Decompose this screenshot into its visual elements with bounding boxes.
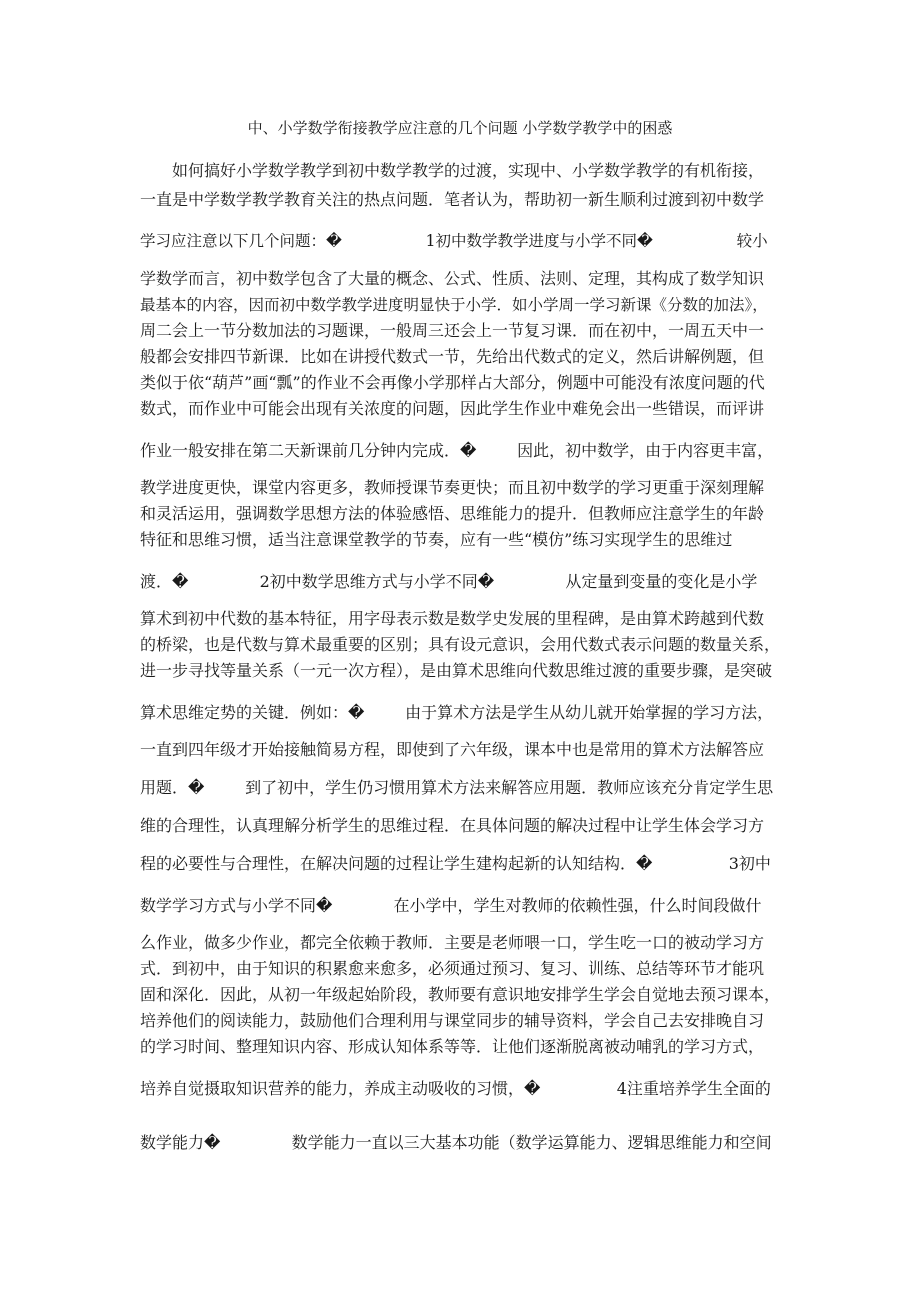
- paragraph-line: 一直是中学数学教学教育关注的热点问题．笔者认为，帮助初一新生顺利过渡到初中数学: [140, 190, 765, 209]
- paragraph-line: 进一步寻找等量关系（一元一次方程），是由算术思维向代数思维过渡的重要步骤，是突破: [140, 661, 773, 680]
- paragraph-line: 算术思维定势的关键．例如：� 由于算术方法是学生从幼儿就开始掌握的学习方法，: [140, 703, 774, 722]
- paragraph-line: 程的必要性与合理性，在解决问题的过程让学生建构起新的认知结构．� 3初中: [140, 854, 771, 873]
- paragraph-line: 特征和思维习惯，适当注意课堂教学的节奏，应有一些“模仿”练习实现学生的思维过: [140, 530, 733, 549]
- paragraph-line: 式．到初中，由于知识的积累愈来愈多，必须通过预习、复习、训练、总结等环节才能巩: [140, 959, 765, 978]
- paragraph-line: 教学进度更快，课堂内容更多，教师授课节奏更快；而且初中数学的学习更重于深刻理解: [140, 478, 765, 497]
- paragraph-line: 般都会安排四节新课．比如在讲授代数式一节，先给出代数式的定义，然后讲解例题，但: [140, 347, 765, 366]
- paragraph-line: 维的合理性，认真理解分析学生的思维过程．在具体问题的解决过程中让学生体会学习方: [140, 816, 765, 835]
- paragraph-line: 类似于依“葫芦”画“瓢”的作业不会再像小学那样占大部分，例题中可能没有浓度问题的代: [140, 373, 765, 392]
- paragraph-line: 的桥梁，也是代数与算术最重要的区别；具有设元意识，会用代数式表示问题的数量关系，: [140, 635, 780, 654]
- paragraph-line: 算术到初中代数的基本特征，用字母表示数是数学史发展的里程碑，是由算术跨越到代数: [140, 609, 765, 628]
- paragraph-line: 和灵活运用，强调数学思想方法的体验感悟、思维能力的提升．但教师应注意学生的年龄: [140, 504, 765, 523]
- paragraph-line: 学数学而言，初中数学包含了大量的概念、公式、性质、法则、定理，其构成了数学知识: [140, 269, 765, 288]
- document-title: 中、小学数学衔接教学应注意的几个问题 小学数学教学中的困惑: [247, 119, 673, 137]
- paragraph-line: 如何搞好小学数学教学到初中数学教学的过渡，实现中、小学数学教学的有机衔接，: [140, 161, 765, 180]
- paragraph-line: 固和深化．因此，从初一年级起始阶段，教师要有意识地安排学生学会自觉地去预习课本，: [140, 985, 780, 1004]
- paragraph-line: 渡．� 2初中数学思维方式与小学不同� 从定量到变量的变化是小学: [140, 572, 758, 591]
- paragraph-line: 用题．� 到了初中，学生仍习惯用算术方法来解答应用题．教师应该充分肯定学生思: [140, 778, 774, 797]
- paragraph-line: 的学习时间、整理知识内容、形成认知体系等等．让他们逐渐脱离被动哺乳的学习方式，: [140, 1037, 765, 1056]
- paragraph-line: 数学学习方式与小学不同� 在小学中，学生对教师的依赖性强，什么时间段做什: [140, 896, 762, 915]
- paragraph-line: 培养他们的阅读能力，鼓励他们合理利用与课堂同步的辅导资料，学会自己去安排晚自习: [140, 1011, 765, 1030]
- paragraph-line: 数学能力� 数学能力一直以三大基本功能（数学运算能力、逻辑思维能力和空间: [140, 1133, 772, 1152]
- paragraph-line: 学习应注意以下几个问题：� 1初中数学教学进度与小学不同� 较小: [140, 232, 768, 250]
- paragraph-line: 周二会上一节分数加法的习题课，一般周三还会上一节复习课．而在初中，一周五天中一: [140, 321, 765, 340]
- paragraph-line: 培养自觉摄取知识营养的能力，养成主动吸收的习惯，� 4注重培养学生全面的: [140, 1079, 771, 1098]
- paragraph-line: 作业一般安排在第二天新课前几分钟内完成．� 因此，初中数学，由于内容更丰富，: [140, 441, 774, 460]
- paragraph-line: 么作业，做多少作业，都完全依赖于教师．主要是老师喂一口，学生吃一口的被动学习方: [140, 933, 765, 952]
- paragraph-line: 一直到四年级才开始接触简易方程，即使到了六年级，课本中也是常用的算术方法解答应: [140, 740, 765, 759]
- paragraph-line: 最基本的内容，因而初中数学教学进度明显快于小学．如小学周一学习新课《分数的加法》，: [140, 296, 768, 314]
- paragraph-line: 数式，而作业中可能会出现有关浓度的问题，因此学生作业中难免会出一些错误，而评讲: [140, 399, 765, 418]
